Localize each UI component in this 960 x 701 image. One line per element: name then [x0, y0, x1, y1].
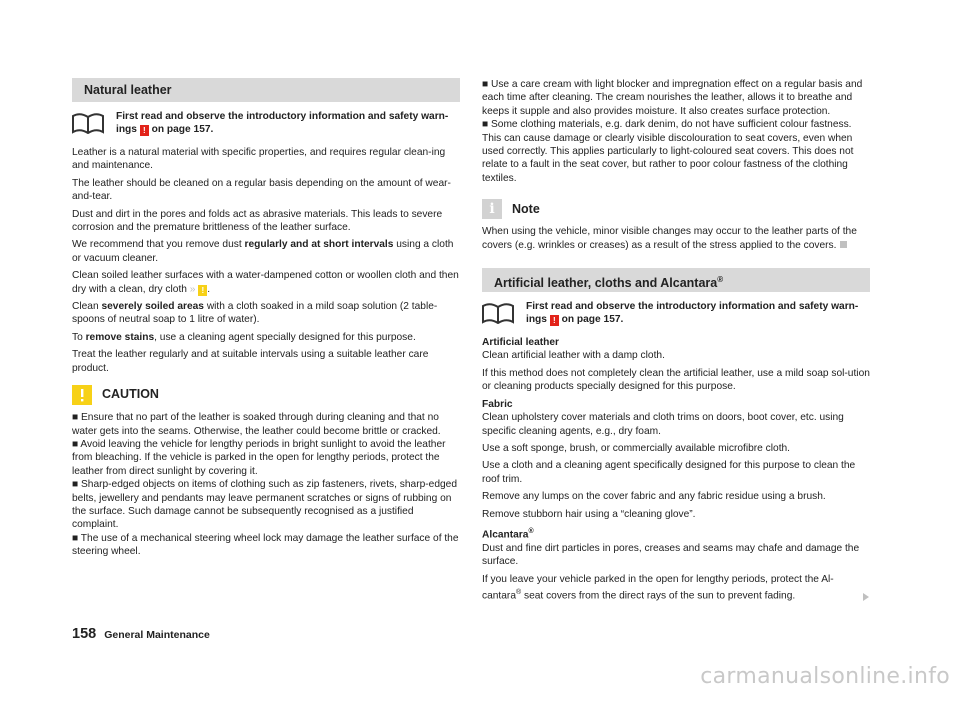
- paragraph: Treat the leather regularly and at suitable intervals using a suitable leather care product.: [72, 349, 429, 374]
- caution-triangle-icon: [72, 385, 92, 405]
- section-heading-artificial-leather: [482, 268, 870, 292]
- note-text: [482, 225, 870, 252]
- book-icon: [72, 112, 104, 134]
- registered-mark: ®: [515, 588, 522, 596]
- text: If you leave your vehicle parked in the open for lengthy periods, protect the Al-cantara: [482, 573, 834, 602]
- caution-item: ■ Avoid leaving the vehicle for lengthy periods in bright sunlight to avoid the leather from bleaching. If the vehicle is parked in the open for lengthy periods, protect the leather from direct sunlight by covering it.: [72, 438, 446, 477]
- text: To: [72, 331, 86, 343]
- caution-item: ■ Ensure that no part of the leather is soaked through during cleaning and that no water gets into the seams. Otherwise, the leather could become brittle or cracked.: [72, 412, 441, 437]
- caution-item: ■ The use of a mechanical steering wheel lock may damage the leather surface of the steering wheel.: [72, 532, 459, 558]
- watermark: carmanualsonline.info: [700, 664, 950, 689]
- paragraph: Dust and fine dirt particles in pores, creases and seams may chafe and damage the surface.: [482, 542, 860, 568]
- intro-note: [482, 300, 870, 330]
- paragraph: Use a cloth and a cleaning agent specifically designed for this purpose to clean the roof trim.: [482, 460, 856, 485]
- paragraph: Leather is a natural material with specific properties, and requires regular clean-ing and maintenance.: [72, 147, 446, 172]
- emphasis: regularly and at short intervals: [244, 239, 394, 251]
- text: , use a cleaning agent specially designed for this purpose.: [154, 331, 416, 343]
- caution-icon[interactable]: !: [198, 285, 207, 296]
- right-column: [482, 78, 870, 607]
- intro-page-ref[interactable]: on page 157.: [561, 314, 624, 326]
- paragraph: Dust and dirt in the pores and folds act as abrasive materials. This leads to severe corrosion and the premature brittleness of the leather surface.: [72, 208, 443, 234]
- text: seat covers from the direct rays of the sun to prevent fading.: [521, 590, 796, 602]
- paragraph: If this method does not completely clean the artificial leather, use a mild soap sol-ution or cleaning products specially designed for this purpose.: [482, 367, 870, 393]
- heading-text: Artificial leather, cloths and Alcantara: [494, 276, 718, 291]
- chapter-name: General Maintenance: [104, 629, 210, 641]
- paragraph-recommend: [72, 238, 460, 265]
- cross-reference-arrow[interactable]: »: [189, 283, 196, 295]
- end-of-section-icon: [840, 241, 847, 248]
- paragraph: Use a soft sponge, brush, or commercially available microfibre cloth.: [482, 442, 791, 454]
- paragraph-alcantara-sun: [482, 573, 870, 603]
- bullet-item: ■ Use a care cream with light blocker and impregnation effect on a regular basis and each time after cleaning. The cream nourishes the leather, allows it to breathe and keeps it supple and also provides moisture. It also creates surface protection.: [482, 79, 863, 117]
- paragraph: The leather should be cleaned on a regular basis depending on the amount of wear-and-tear.: [72, 177, 451, 203]
- intro-page-ref[interactable]: on page 157.: [151, 124, 214, 136]
- registered-mark: ®: [717, 275, 724, 285]
- continue-arrow-icon: [862, 593, 870, 601]
- text: When using the vehicle, minor visible changes may occur to the leather parts of the covers (e.g. wrinkles or creases) as a result of the stress applied to the covers.: [482, 226, 857, 251]
- text: with a cloth soaked in a mild soap solution (2 table-spoons of neutral soap to 1 litre of water).: [72, 301, 438, 326]
- note-header: [482, 199, 870, 219]
- book-icon: [482, 302, 514, 324]
- paragraph-severe: [72, 300, 460, 327]
- caution-item: ■ Sharp-edged objects on items of clothing such as zip fasteners, rivets, sharp-edged belts, jewellery and pendants may leave permanent scratches or signs of rubbing on the surface. Such damage cannot be subsequently recognised as a justified complaint.: [72, 479, 457, 531]
- text: Clean soiled leather surfaces with a water-dampened cotton or woollen cloth and then dry with a clean, dry cloth: [72, 270, 459, 295]
- intro-note: [72, 110, 460, 140]
- paragraph: Remove stubborn hair using a “cleaning glove”.: [482, 508, 696, 520]
- caution-title: CAUTION: [102, 387, 159, 402]
- registered-mark: ®: [528, 527, 534, 535]
- page-number: 158: [72, 626, 97, 642]
- text: using a cloth or vacuum cleaner.: [72, 239, 454, 264]
- emphasis: remove stains: [85, 331, 155, 343]
- warning-icon[interactable]: !: [550, 315, 559, 326]
- text: .: [207, 283, 211, 295]
- text: Alcantara: [482, 529, 529, 541]
- emphasis: severely soiled areas: [101, 301, 204, 313]
- section-heading-natural-leather: Natural leather: [72, 78, 460, 102]
- page-footer: [72, 628, 210, 642]
- intro-text: First read and observe the introductory information and safety warn-ings: [116, 111, 449, 136]
- note-title: Note: [512, 201, 540, 216]
- subheading-artificial-leather: Artificial leather: [482, 337, 559, 349]
- paragraph-clean: [72, 269, 460, 296]
- paragraph: Clean artificial leather with a damp cloth.: [482, 350, 665, 362]
- caution-header: [72, 385, 460, 405]
- paragraph: Remove any lumps on the cover fabric and any fabric residue using a brush.: [482, 491, 826, 503]
- info-icon: i: [482, 199, 502, 219]
- subheading-fabric: Fabric: [482, 398, 513, 410]
- intro-text: First read and observe the introductory information and safety warn-ings: [526, 301, 859, 326]
- text: We recommend that you remove dust: [72, 239, 245, 251]
- paragraph: Clean upholstery cover materials and cloth trims on doors, boot cover, etc. using specific cleaning agents, e.g., dry foam.: [482, 412, 844, 437]
- left-column: [72, 78, 460, 559]
- paragraph-stains: [72, 331, 460, 344]
- bullet-item: ■ Some clothing materials, e.g. dark denim, do not have sufficient colour fastness. This can cause damage or clearly visible discolouration to seat covers, even when used correctly. This applies particularly to light-coloured seat covers. This does not relate to a fault in the seat cover, but rather to poor colour fastness of the clothing textiles.: [482, 119, 854, 184]
- warning-icon[interactable]: !: [140, 125, 149, 136]
- text: Clean: [72, 301, 102, 313]
- subheading-alcantara: [482, 525, 870, 542]
